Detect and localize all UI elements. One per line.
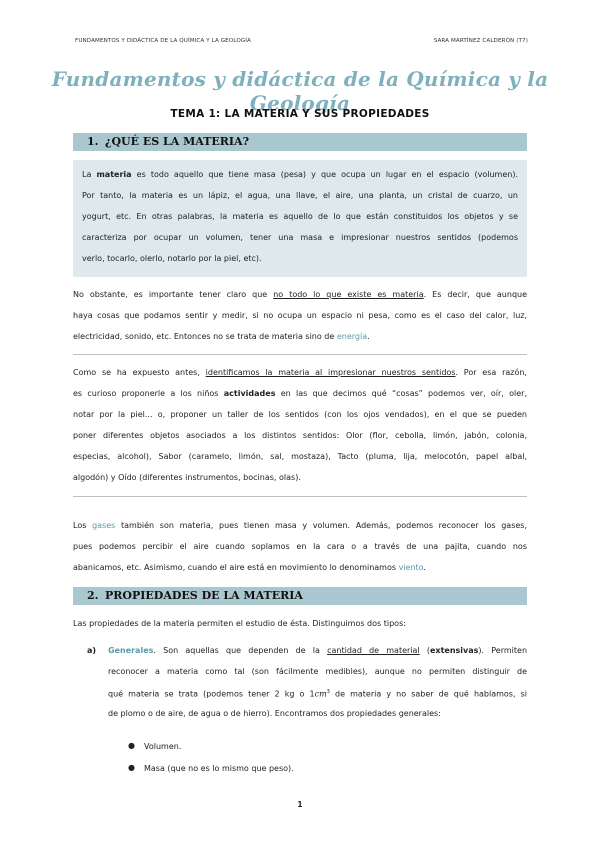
paragraph-energy [73,284,527,347]
paragraph-line: Como se ha expuesto antes, identificamos la materia al impresionar nuestros sentidos. Por esa razón, [73,368,527,377]
gases-term: gases [92,521,116,530]
paragraph-line: notar por la piel... o, proponer un taller de los sentidos (con los ojos vendados), en el que se pueden [73,410,527,419]
bullet-item-volume: Volumen. [144,742,182,751]
definition-line: La materia es todo aquello que tiene masa (pesa) y que ocupa un lugar en el espacio (volumen). [82,170,518,179]
definition-line: caracteriza por ocupar un volumen, tener una masa e impresionar nuestros sentidos (podemos [82,233,518,242]
section-2-label: PROPIEDADES DE LA MATERIA [105,589,303,602]
paragraph-gases [73,515,527,578]
section-1-label: ¿QUÉ ES LA MATERIA? [105,135,250,148]
page-number: 1 [297,800,303,809]
bullet-item-mass: Masa (que no es lo mismo que peso). [144,764,294,773]
paragraph-line: haya cosas que podamos sentir y medir, si no ocupa un espacio ni pesa, como es el caso del calor, luz, [73,311,527,320]
paragraph-line: Los gases también son materia, pues tienen masa y volumen. Además, podemos reconocer los gases, [73,521,527,530]
definition-line: yogurt, etc. En otras palabras, la materia es aquello de lo que están constituidos los objetos y se [82,212,518,221]
paragraph-line: es curioso proponerle a los niños actividades en las que decimos qué “cosas” podemos ver, oír, oler, [73,389,527,398]
paragraph-properties-intro [73,613,527,634]
paragraph-line: Las propiedades de la materia permiten el estudio de ésta. Distinguimos dos tipos: [73,619,406,628]
paragraph-line: pues podemos percibir el aire cuando soplamos en la cara o a través de una pajita, cuando nos [73,542,527,551]
list-line: reconocer a materia como tal (son fácilmente medibles), aunque no permiten distinguir de [108,667,527,676]
wind-term: viento [398,563,424,572]
general-term: Generales [108,646,154,655]
definition-line: verlo, tocarlo, olerlo, notarlo por la piel, etc). [82,254,262,263]
paragraph-line: electricidad, sonido, etc. Entonces no se trata de materia sino de energía. [73,332,370,341]
list-marker-a: a) [87,646,97,655]
paragraph-line: algodón) y Oído (diferentes instrumentos, bocinas, olas). [73,473,301,482]
separator-rule [73,354,527,355]
bullet-icon: ● [128,741,135,750]
list-line: Generales. Son aquellas que dependen de la cantidad de material (extensivas). Permiten [108,646,528,655]
header-right: SARA MARTÍNEZ CALDERÓN (T7) [433,38,528,44]
document-subtitle: TEMA 1: LA MATERIA Y SUS PROPIEDADES [170,108,430,120]
header-left: FUNDAMENTOS Y DIDÁCTICA DE LA QUÍMICA Y LA GEOLOGÍA [75,38,251,44]
paragraph-senses [73,362,527,488]
definition-line: Por tanto, la materia es un lápiz, el agua, una llave, el aire, una planta, un cristal de cuarzo, un [82,191,518,200]
paragraph-line: especias, alcohol), Sabor (caramelo, limón, sal, mostaza), Tacto (pluma, lija, melocotón, papel albal, [73,452,527,461]
paragraph-line: No obstante, es importante tener claro que no todo lo que existe es materia. Es decir, que aunque [73,290,528,299]
list-line: de plomo o de aire, de agua o de hierro). Encontramos dos propiedades generales: [108,709,441,718]
paragraph-line: poner diferentes objetos asociados a los distintos sentidos: Olor (flor, cebolla, limón, jabón, colonia, [73,431,527,440]
bullet-icon: ● [128,763,135,772]
section-1-heading [73,133,527,151]
section-2-number: 2. [87,589,99,602]
document-title: Fundamentos y didáctica de la Química y la Geología [51,67,549,115]
paragraph-line: abanicamos, etc. Asimismo, cuando el aire está en movimiento lo denominamos viento. [73,563,426,572]
section-2-heading [73,587,527,605]
list-line: qué materia se trata (podemos tener 2 kg o $1cm^3$ de materia y no saber de qué hablamos, si [108,689,528,699]
definition-text [82,164,518,269]
separator-rule [73,496,527,497]
list-item-general [108,640,527,724]
section-1-number: 1. [87,135,99,148]
energy-term: energía [336,332,368,341]
